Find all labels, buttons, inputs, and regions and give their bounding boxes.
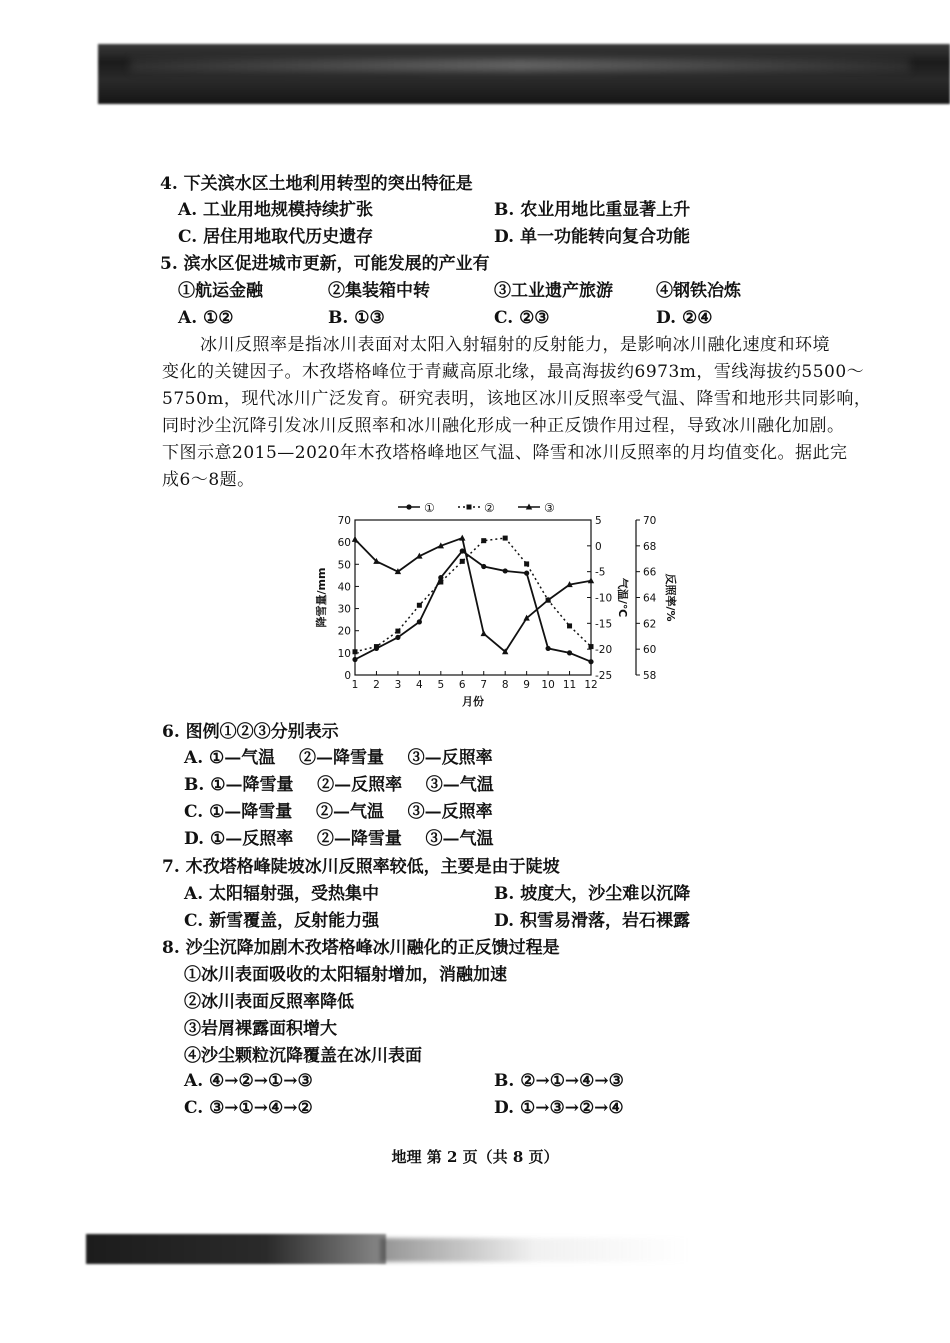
albedo-tick-label: 64: [643, 592, 657, 605]
passage-line-2: 变化的关键因子。木孜塔格峰位于青藏高原北缘，最高海拔约6973m，雪线海拔约5500～: [162, 362, 865, 382]
q5-item-3: ③工业遗产旅游: [494, 281, 613, 301]
series-1-point: [524, 571, 529, 576]
series-2-point: [417, 603, 422, 608]
temp-tick-label: -15: [595, 618, 613, 631]
q8-option-a: A. ④→②→①→③: [184, 1071, 313, 1091]
left-tick-label: 50: [337, 559, 351, 572]
page-footer: 地理 第 2 页（共 8 页）: [391, 1148, 559, 1166]
q5-option-b: B. ①③: [328, 308, 385, 328]
temp-tick-label: -5: [595, 566, 606, 579]
x-tick-label: 10: [541, 679, 555, 691]
legend-marker-2: [467, 505, 472, 510]
series-1-point: [503, 568, 508, 573]
series-2-point: [567, 623, 572, 628]
series-2-point: [589, 644, 594, 649]
series-line-3: [355, 538, 591, 652]
temp-tick-label: -10: [595, 592, 613, 605]
scan-shadow-bottom-fade: [380, 1238, 690, 1262]
series-1-point: [395, 635, 400, 640]
q7-option-d: D. 积雪易滑落，岩石裸露: [494, 911, 690, 931]
series-1-point: [417, 619, 422, 624]
scan-shadow-highlight: [130, 58, 910, 72]
passage-line-6: 成6～8题。: [162, 470, 255, 490]
series-1-point: [481, 564, 486, 569]
q7-option-b: B. 坡度大，沙尘难以沉降: [494, 884, 691, 904]
q6-option-a: A. ①—气温 ②—降雪量 ③—反照率: [184, 748, 493, 768]
legend-label-3: ③: [544, 501, 555, 515]
passage-line-4: 同时沙尘沉降引发冰川反照率和冰川融化形成一种正反馈作用过程，导致冰川融化加剧。: [162, 416, 845, 436]
q8-stem: 8. 沙尘沉降加剧木孜塔格峰冰川融化的正反馈过程是: [162, 938, 560, 958]
passage-line-1: 冰川反照率是指冰川表面对太阳入射辐射的反射能力，是影响冰川融化速度和环境: [200, 335, 830, 355]
x-tick-label: 2: [373, 679, 380, 691]
q5-item-1: ①航运金融: [178, 281, 263, 301]
q6-option-c: C. ①—降雪量 ②—气温 ③—反照率: [184, 802, 493, 822]
q4-option-d: D. 单一功能转向复合功能: [494, 227, 690, 247]
series-2-point: [481, 538, 486, 543]
q8-item-1: ①冰川表面吸收的太阳辐射增加，消融加速: [184, 965, 507, 985]
climate-chart: [300, 495, 680, 710]
q8-item-3: ③岩屑裸露面积增大: [184, 1019, 337, 1039]
passage-line-5: 下图示意2015—2020年木孜塔格峰地区气温、降雪和冰川反照率的月均值变化。据此完: [162, 443, 848, 463]
albedo-tick-label: 62: [643, 618, 657, 631]
x-tick-label: 1: [351, 679, 359, 691]
temp-tick-label: 5: [595, 515, 602, 527]
legend-label-2: ②: [484, 501, 495, 515]
left-tick-label: 10: [337, 647, 351, 660]
x-tick-label: 8: [501, 679, 509, 691]
scan-shadow-top: [98, 44, 950, 104]
temp-tick-label: 0: [595, 540, 602, 553]
q5-option-d: D. ②④: [656, 308, 713, 328]
left-tick-label: 30: [337, 603, 351, 616]
q8-option-d: D. ①→③→②→④: [494, 1098, 624, 1118]
scan-shadow-bottom: [86, 1234, 386, 1264]
x-axis-label: 月份: [462, 695, 484, 708]
albedo-tick-label: 66: [643, 566, 657, 579]
q4-stem: 4. 下关滨水区土地利用转型的突出特征是: [160, 174, 473, 194]
x-tick-label: 5: [437, 679, 445, 691]
x-tick-label: 12: [584, 679, 598, 691]
series-2-point: [395, 629, 400, 634]
legend-marker-1: [406, 504, 411, 509]
q4-option-c: C. 居住用地取代历史遗存: [178, 227, 374, 247]
x-tick-label: 7: [480, 679, 488, 691]
series-2-point: [438, 580, 443, 585]
x-tick-label: 3: [394, 679, 402, 691]
temp-tick-label: -20: [595, 644, 613, 657]
q4-option-b: B. 农业用地比重显著上升: [494, 200, 691, 220]
q6-option-d: D. ①—反照率 ②—降雪量 ③—气温: [184, 829, 494, 849]
left-tick-label: 60: [337, 537, 351, 550]
q5-item-2: ②集装箱中转: [328, 281, 430, 301]
series-2-point: [374, 644, 379, 649]
series-2-point: [460, 559, 465, 564]
q8-item-4: ④沙尘颗粒沉降覆盖在冰川表面: [184, 1046, 422, 1066]
x-tick-label: 6: [458, 679, 466, 691]
series-2-point: [524, 561, 529, 566]
q5-option-a: A. ①②: [178, 308, 234, 328]
albedo-tick-label: 70: [643, 515, 657, 527]
albedo-tick-label: 60: [643, 644, 657, 657]
left-tick-label: 20: [337, 625, 351, 638]
q7-option-a: A. 太阳辐射强，受热集中: [184, 884, 380, 904]
series-3-point: [352, 536, 358, 542]
albedo-tick-label: 68: [643, 540, 657, 553]
temp-tick-label: -25: [595, 670, 613, 682]
y-temp-axis-label: 气温/℃: [616, 577, 629, 618]
q6-option-b: B. ①—降雪量 ②—反照率 ③—气温: [184, 775, 494, 795]
series-1-point: [588, 659, 593, 664]
q5-option-c: C. ②③: [494, 308, 550, 328]
series-2-point: [353, 649, 358, 654]
series-3-point: [459, 535, 465, 541]
left-tick-label: 40: [337, 581, 351, 594]
q7-option-c: C. 新雪覆盖，反射能力强: [184, 911, 380, 931]
q8-option-b: B. ②→①→④→③: [494, 1071, 624, 1091]
y-left-axis-label: 降雪量/mm: [315, 567, 328, 628]
q4-option-a: A. 工业用地规模持续扩张: [178, 200, 374, 220]
series-3-point: [481, 630, 487, 636]
series-1-point: [545, 646, 550, 651]
plot-frame: [355, 520, 591, 675]
passage-line-3: 5750m，现代冰川广泛发育。研究表明，该地区冰川反照率受气温、降雪和地形共同影响，: [162, 389, 872, 409]
legend-label-1: ①: [424, 501, 435, 515]
left-tick-label: 70: [337, 515, 351, 527]
y-albedo-axis-label: 反照率/%: [664, 573, 677, 622]
q8-item-2: ②冰川表面反照率降低: [184, 992, 354, 1012]
series-1-point: [352, 657, 357, 662]
q7-stem: 7. 木孜塔格峰陡坡冰川反照率较低，主要是由于陡坡: [162, 857, 560, 877]
albedo-tick-label: 58: [643, 670, 657, 682]
series-1-point: [567, 650, 572, 655]
x-tick-label: 11: [562, 679, 577, 691]
series-2-point: [503, 536, 508, 541]
q5-stem: 5. 滨水区促进城市更新，可能发展的产业有: [160, 254, 490, 274]
q6-stem: 6. 图例①②③分别表示: [162, 722, 339, 742]
x-tick-label: 4: [416, 679, 423, 691]
q5-item-4: ④钢铁冶炼: [656, 281, 741, 301]
x-tick-label: 9: [523, 679, 530, 691]
left-tick-label: 0: [344, 670, 351, 682]
q8-option-c: C. ③→①→④→②: [184, 1098, 313, 1118]
